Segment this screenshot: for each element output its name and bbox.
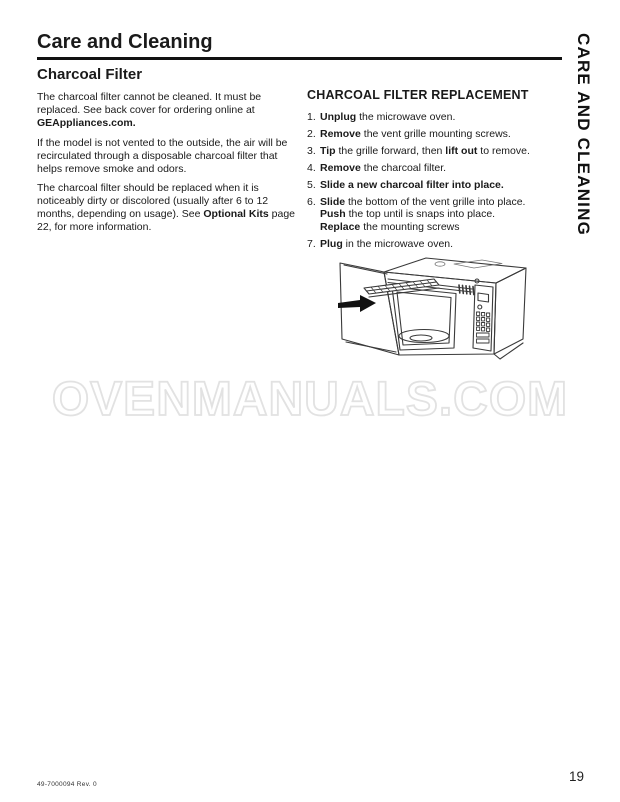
- text-run: the vent grille mounting screws.: [360, 127, 511, 140]
- step-text: [320, 238, 453, 250]
- text-run: The charcoal filter cannot be cleaned. It must be replaced. See back cover for ordering online at: [37, 91, 262, 116]
- vent-slots: [459, 285, 474, 295]
- step-number: 3.: [307, 144, 316, 157]
- text-run: Slide a new charcoal filter into place.: [320, 178, 504, 191]
- step-number: 6.: [307, 195, 316, 208]
- procedure-step: [307, 179, 569, 192]
- text-run: Push: [320, 208, 346, 221]
- text-run: to remove.: [477, 144, 530, 157]
- side-face: [494, 268, 526, 354]
- step-text: [320, 196, 525, 234]
- procedure-step: [307, 111, 569, 124]
- step-text: [320, 145, 530, 157]
- procedure-step: [307, 128, 569, 141]
- text-run: Remove: [320, 127, 361, 140]
- step-text: [320, 111, 455, 123]
- text-run: Unplug: [320, 111, 357, 123]
- step-number: 5.: [307, 178, 316, 191]
- watermark: OVENMANUALS.COM: [51, 373, 569, 426]
- text-run: lift out: [445, 144, 478, 157]
- procedure-steps: [307, 111, 569, 251]
- step-text: [320, 162, 446, 174]
- microwave-line-drawing: [336, 251, 532, 365]
- text-run: Slide: [320, 195, 346, 208]
- text-run: the top until is snaps into place.: [345, 208, 496, 221]
- text-run: the grille forward, then: [335, 144, 446, 157]
- text-run: Tip: [320, 144, 336, 157]
- text-run: The charcoal filter should be replaced when it is noticeably dirty or discolored (usually after 6 to 12 months, depending on usage). See: [37, 182, 269, 221]
- right-column: [307, 88, 569, 255]
- left-column: [37, 66, 297, 241]
- text-run: the charcoal filter.: [360, 161, 447, 174]
- title-rule: [37, 57, 562, 60]
- microwave-illustration: [336, 251, 532, 365]
- text-run: Remove: [320, 161, 361, 174]
- page-number: 19: [568, 769, 584, 784]
- step-number: 1.: [307, 111, 316, 123]
- text-run: the mounting screws: [360, 221, 460, 234]
- step-number: 7.: [307, 238, 316, 251]
- paragraph-replacement-interval: [37, 182, 297, 234]
- paragraph-recirculation: [37, 137, 297, 176]
- procedure-step: [307, 145, 569, 158]
- step-text: [320, 128, 511, 140]
- text-run: Plug: [320, 238, 343, 251]
- procedure-heading: CHARCOAL FILTER REPLACEMENT: [307, 88, 529, 102]
- text-run: the bottom of the vent grille into place.: [345, 195, 526, 208]
- display: [478, 293, 489, 302]
- text-run: Optional Kits: [203, 208, 269, 221]
- procedure-step: [307, 196, 569, 235]
- text-run: Replace: [320, 221, 361, 234]
- doc-number: 49-7000094 Rev. 0: [37, 781, 97, 788]
- button-grid: [477, 312, 490, 343]
- step-text: [320, 179, 504, 191]
- section-tab-vertical: CARE AND CLEANING: [574, 33, 593, 236]
- procedure-step: [307, 238, 569, 251]
- text-run: in the microwave oven.: [342, 238, 454, 251]
- procedure-step: [307, 162, 569, 175]
- step-number: 2.: [307, 127, 316, 140]
- text-run: the microwave oven.: [356, 111, 456, 123]
- subsection-heading: Charcoal Filter: [37, 66, 143, 83]
- paragraph-ordering: [37, 91, 297, 130]
- insertion-arrow-icon: [338, 295, 376, 312]
- page-title: Care and Cleaning: [37, 31, 213, 53]
- charcoal-filter: [364, 279, 439, 297]
- text-run: GEAppliances.com.: [37, 116, 136, 129]
- step-number: 4.: [307, 161, 316, 174]
- text-run: page 22, for more information.: [37, 208, 295, 234]
- text-run: If the model is not vented to the outside, the air will be recirculated through a disposable charcoal filter that helps remove smoke and odors.: [37, 136, 288, 175]
